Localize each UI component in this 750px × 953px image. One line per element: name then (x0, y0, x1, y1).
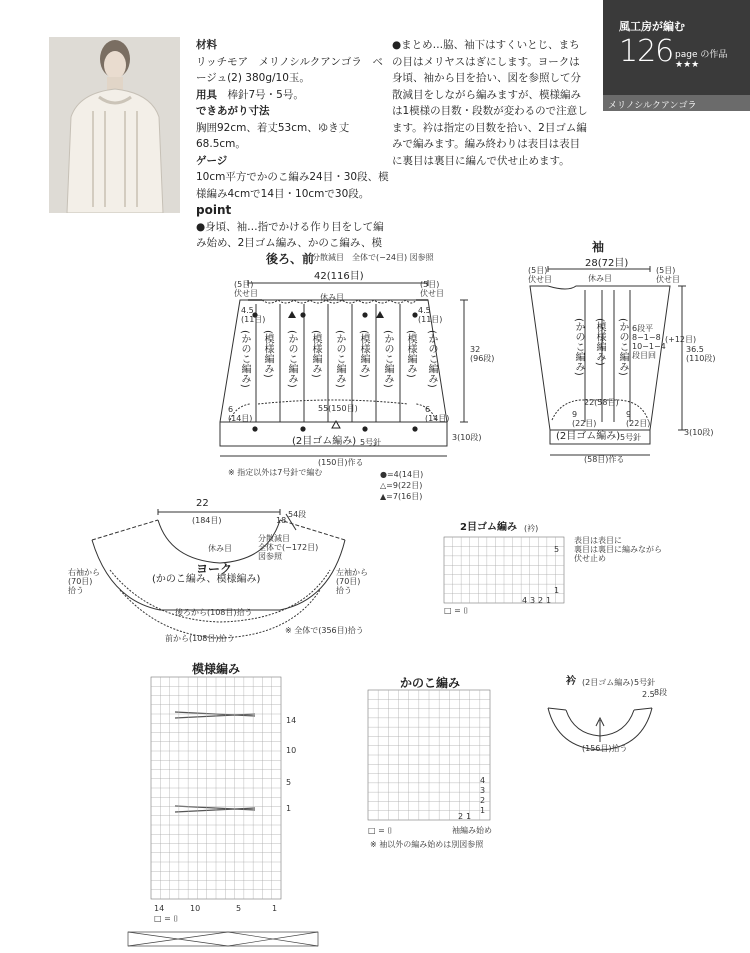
kanoko-legend: □ = ⌷ (368, 826, 393, 835)
sleeve-rib-needle: 5号針 (620, 433, 642, 442)
body-bottom-right: 6 (14目) (425, 405, 450, 423)
rib-chart-title-suffix: (衿) (524, 524, 539, 533)
yoke-front: 前から(108目)拾う (165, 634, 235, 643)
header-label: 風工房が編む (619, 20, 685, 33)
rib-col-2: 2 (538, 596, 544, 605)
body-moyou-4: (模様編み) (405, 330, 416, 378)
body-moyou-1: (模様編み) (262, 330, 273, 378)
yoke-right-sleeve: 右袖から (70目) 拾う (68, 568, 100, 595)
body-kanoko-3: (かのこ編み) (334, 330, 345, 388)
rib-col-4: 4 (522, 596, 528, 605)
body-note: 分散減目 全体で(−24目) 図参照 (312, 253, 434, 262)
kanoko-row-3: 3 (480, 786, 486, 795)
sleeve-side-left: 9 (22目) (572, 410, 597, 428)
body-kanoko-1: (かのこ編み) (239, 330, 250, 388)
kanoko-col-1: 1 (466, 812, 472, 821)
moyou-row-14: 14 (286, 716, 297, 725)
sleeve-rib-label: (2目ゴム編み) (556, 431, 621, 442)
point-heading: point (196, 203, 232, 217)
sleeve-cast-on: (58目)作る (584, 455, 625, 464)
kanoko-row-1: 1 (480, 806, 486, 815)
moyou-row-5: 5 (286, 778, 292, 787)
point-text-1: ●身頃、袖…指でかける作り目をして編み始め、2目ゴム編み、かのこ編み、模 (196, 220, 384, 249)
body-bindoff-left: (5目) 伏せ目 (234, 280, 258, 298)
gauge-heading: ゲージ (196, 154, 228, 167)
yoke-side-value: 18 (276, 516, 287, 525)
yoke-total: ※ 全体で(356目)拾う (285, 626, 364, 635)
collar-pickup: (156目)拾う (582, 744, 628, 753)
sleeve-side-right: 9 (22目) (626, 410, 651, 428)
body-footnote: ※ 指定以外は7号針で編む (228, 468, 323, 477)
body-kanoko-5: (かのこ編み) (426, 330, 437, 388)
yoke-top-count: (184目) (192, 516, 222, 525)
kanoko-note: ※ 袖以外の編み始めは別図参照 (370, 840, 484, 849)
yoke-subtitle: (かのこ編み、模様編み) (152, 574, 261, 585)
tools-heading: 用具 (196, 88, 217, 101)
body-inner-count: 55(150目) (318, 404, 358, 413)
collar-title-sub: (2目ゴム編み) (582, 678, 634, 687)
size-heading: できあがり寸法 (196, 105, 270, 117)
moyou-row-10: 10 (286, 746, 297, 755)
body-legend-3: ▲=7(16目) (380, 492, 423, 501)
sleeve-kanoko-2: (かのこ編み) (617, 318, 628, 376)
collar-height: 2.5 (642, 690, 655, 699)
materials-text: リッチモア メリノシルクアンゴラ ベージュ(2) 380g/10玉。 (196, 55, 383, 84)
sleeve-kanoko-1: (かのこ編み) (573, 318, 584, 376)
tools-text: 棒針7号・5号。 (227, 88, 304, 101)
moyou-col-10: 10 (190, 904, 201, 913)
header-page-number: 126 (619, 34, 674, 69)
body-kanoko-4: (かのこ編み) (382, 330, 393, 388)
yoke-back: 後ろから(108目)拾う (175, 608, 253, 617)
point-text-2: ●まとめ…脇、袖下はすくいとじ、まちの目はメリヤスはぎにします。ヨークは身頃、袖から目を拾い、図を参照して分散減目をしながら編みますが、模様編みは1模様の目数・段数が変わるので注意します。衿は指定の目数を拾い、2目ゴム編みで編みます。編み終わりは表目は表目に裏目は裏目に編んで伏せ止めます。 (392, 39, 588, 167)
kanoko-start: 袖編み始め (452, 826, 492, 835)
moyou-col-14: 14 (154, 904, 165, 913)
moyou-chart-title: 模様編み (192, 662, 241, 676)
kanoko-row-2: 2 (480, 796, 486, 805)
sleeve-title: 袖 (592, 240, 605, 254)
sleeve-top-width: 28(72目) (585, 258, 629, 269)
body-height: 32 (96段) (470, 345, 495, 363)
bottom-strip (128, 932, 318, 946)
sleeve-height: 36.5 (110段) (686, 345, 716, 363)
body-rib-height: 3(10段) (452, 433, 482, 442)
body-top-width: 42(116目) (314, 271, 364, 282)
materials-heading: 材料 (196, 39, 217, 51)
body-moyou-3: (模様編み) (358, 330, 369, 378)
body-rib-label: (2目ゴム編み) (292, 436, 357, 447)
sleeve-rest-label: 休み目 (588, 274, 612, 283)
yoke-rest-label: 休み目 (208, 544, 232, 553)
kanoko-chart-title: かのこ編み (400, 676, 461, 690)
sleeve-moyou: (模様編み) (594, 318, 605, 366)
body-cast-on: (150目)作る (318, 458, 364, 467)
sleeve-plus: (+12目) (665, 335, 697, 344)
body-bindoff-right: (5目) 伏せ目 (420, 280, 444, 298)
body-legend-1: ●=4(14目) (380, 470, 424, 479)
body-rib-needle: 5号針 (360, 438, 382, 447)
rib-row-5: 5 (554, 545, 560, 554)
rib-col-1: 1 (546, 596, 552, 605)
rib-row-1: 1 (554, 586, 560, 595)
body-title: 後ろ、前 (266, 252, 315, 266)
rib-legend: □ = ⌷ (444, 606, 469, 615)
rib-chart-note: 表目は表目に 裏目は裏目に編みながら 伏せ止め (574, 536, 662, 563)
body-side-top-right: 4.5 (11目) (418, 306, 443, 324)
sleeve-bindoff-left: (5目) 伏せ目 (528, 266, 552, 284)
sleeve-increase: 6段平 8−1−8 10−1−4 段目回 (632, 324, 666, 360)
kanoko-col-2: 2 (458, 812, 464, 821)
rib-chart-title: 2目ゴム編み (460, 522, 517, 533)
collar-title: 衿 (566, 676, 576, 687)
body-rest-label: 休み目 (320, 293, 344, 302)
collar-rows: 8段 (654, 688, 668, 697)
moyou-legend: □ = ⌷ (154, 914, 179, 923)
body-moyou-2: (模様編み) (310, 330, 321, 378)
body-bottom-left: 6 (14目) (228, 405, 253, 423)
yoke-side-rows: 54段 (288, 510, 307, 519)
yoke-left-sleeve: 左袖から (70目) 拾う (336, 568, 368, 595)
body-side-top-left: 4.5 (11目) (241, 306, 266, 324)
moyou-col-1: 1 (272, 904, 278, 913)
collar-needle: 5号針 (634, 678, 656, 687)
rib-col-3: 3 (530, 596, 536, 605)
kanoko-row-4: 4 (480, 776, 486, 785)
yoke-width: 22 (196, 498, 209, 509)
yarn-name: メリノシルクアンゴラ (608, 101, 697, 111)
yoke-decrease: 分散減目 全体で(−172目) 図参照 (258, 534, 319, 561)
sleeve-rib-height: 3(10段) (684, 428, 714, 437)
moyou-col-5: 5 (236, 904, 242, 913)
sleeve-inner-count: 22(58目) (584, 398, 619, 407)
body-legend-2: △=9(22目) (380, 481, 423, 490)
yoke-title: ヨーク (196, 562, 233, 576)
moyou-row-1: 1 (286, 804, 292, 813)
gauge-text: 10cm平方でかのこ編み24目・30段、模様編み4cmで14目・10cmで30段。 (196, 171, 389, 200)
header-page-suffix: page の作品 ★★★ (675, 50, 728, 70)
sleeve-bindoff-right: (5目) 伏せ目 (656, 266, 680, 284)
body-kanoko-2: (かのこ編み) (286, 330, 297, 388)
size-text: 胸囲92cm、着丈53cm、ゆき丈68.5cm。 (196, 121, 350, 150)
